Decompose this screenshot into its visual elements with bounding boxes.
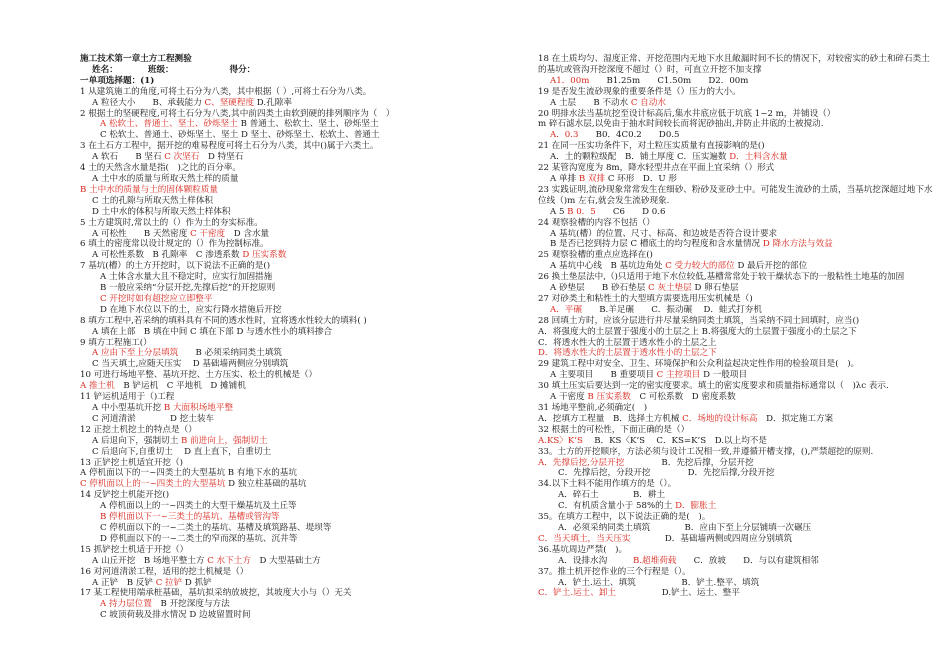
left-question-line: A 后退向下，强制切土 B 前进向上，强制切土 [92,435,268,446]
left-question-line: A 粒径大小 B、承载能力 C、坚硬程度 D.孔隙率 [92,97,292,108]
left-question-line: 14 反铲挖土机能开挖() [80,490,170,501]
right-question-line: 18 在土质均匀、湿度正常、开挖范围内无地下水且敞漏时间不长的情况下，对较密实的砂土和碎石类土的基坑或管沟开挖深度不超过（）时，可直立开挖不加支撑 [538,54,930,75]
answer-highlight: C．铲土.运土、卸土 [538,588,617,599]
left-question-line: B 土中水的质量与土的固体颗粒质量 [80,184,218,195]
right-question-line: A．0.3 B0．4C0.2 D0.5 [550,130,680,141]
answer-highlight: B.超堆荷载 [632,555,677,566]
left-question-line: 11 铲运机适用于（)工程 [80,392,175,403]
right-question-line: 31 场地平整前,必须确定( ) [538,403,648,413]
right-question-line: 27 对砂类土和粘性土的大型填方需要选用压实机械是（) [538,293,753,304]
right-question-line: A．先撑后挖,分层开挖 B．先挖后撑，分层开挖 [538,457,754,468]
right-question-line: A 主要项目 B 重要项目 C 主控项目 D 一般项目 [550,370,748,381]
right-question-line: A．必须采纳同类土填筑 B．应由下至上分层铺填一次碾压 [558,522,812,533]
answer-highlight: A．平碾 [550,304,582,315]
left-question-line: D 在地下水位以下的土，应实行降水措施后开挖 [100,304,282,315]
right-question-line: C．当天填土，当天压实 D．基础墙两侧或四周应分别填筑 [538,533,793,544]
right-question-line: A．平碾 B.羊足碾 C．振动碾 D．蛙式打夯机 [550,304,762,315]
answer-highlight: C 自动水 [630,97,666,108]
right-column [538,54,938,599]
right-question-line: A 土层 B 不动水 C 自动水 [550,97,666,108]
answer-highlight: C 次坚石 [164,152,200,163]
right-question-line: A．挖填方工程量 B．选择土方机械 C．场地的设计标高 D．拟定施工方案 [538,413,834,424]
left-question-line: 16 对河道清淤工程，适用的挖土机械是（） [80,566,249,577]
left-question-line: 8 填方工程中,若采纳的填料具有不同的透水性时，宜将透水性较大的填料( ) [80,315,367,326]
right-question-line: 26 换土垫层法中,（)只适用于地下水位较低,基槽常常处于较干燥状态下的一般粘性土地基的加固 [538,272,905,283]
left-question-line: 7 基坑(槽）的土方开挖时，以下说法不正确的是() [80,261,271,272]
right-question-line: A 基坑中心线 B 基坑边角处 C 受力较大的部位 D 最后开挖的部位 [550,261,808,272]
left-question-line: 施工技术第一章土方工程测验 [80,54,192,64]
left-question-line: 一单项选择题：(1) [80,75,155,86]
answer-highlight: A 应由下至上分层填筑 [92,348,179,359]
right-question-line: 28 回填土方时，应该分层进行并尽量采纳同类土填筑，当采纳不同土回填时，应当() [538,315,860,326]
left-question-line: A 山丘开挖 B 场地平整土方 C 水下土方 D 大型基础土方 [92,555,321,566]
answer-highlight: D 压实系数 [242,250,287,261]
right-question-line: C．先撑后挖，分段开挖 D．先挖后撑,分段开挖 [558,468,775,479]
left-question-line: A 可松性 B 天然密度 C 干密度 D 含水量 [92,228,270,239]
answer-highlight: B 0．5 [567,206,596,217]
left-question-line: A 填在上部 B 填在中间 C 填在下部 D 与透水性小的填料掺合 [92,326,333,337]
answer-highlight: D．膨胀土 [675,501,717,512]
left-question-line: 2 根据土的坚硬程度,可将土石分为八类,其中前四类土由软到硬的排列顺序为（ ） [80,108,395,119]
right-question-line: A 干密度 B 压实系数 C 可松系数 D 密度系数 [550,392,736,403]
answer-highlight: D．土料含水量 [729,152,788,163]
left-question-line: A 停机面以下的一~四类土的大型基坑 B 有地下水的基坑 [80,468,297,479]
left-question-line: A 停机面以上的一~四类土的大型干燥基坑及土丘等 [100,501,297,512]
right-question-line: A．铲土.运土、填筑 B．铲土.整平、填筑 [558,577,760,588]
right-question-line: A 单排 B 双排 C 环形 D．U 形 [550,173,677,184]
right-question-line: A．碎石土 B．耕土 [558,490,666,501]
left-column [80,54,520,621]
right-question-line: D．将透水性大的土层置于透水性小的土层之下 [538,348,717,359]
right-question-line: 32 根据土的可松性，下面正确的是（） [538,424,690,435]
right-question-line: A．设排水沟 B.超堆荷载 C．放坡 D．与以有建筑相邻 [558,555,819,566]
right-question-line: A 5 B 0．5 C6 D 0.6 [550,206,666,217]
right-question-line: 34.以下土料不能用作填方的是（）。 [538,479,677,490]
answer-highlight: D 降水方法与效益 [762,239,833,250]
left-question-line: C 停机面以上的一~四类土的大型基坑 D 独立柱基础的基坑 [80,479,307,490]
right-question-line: C．铲土.运土、卸土 D.铲土、运土、整平 [538,588,740,599]
left-question-line: 13 正铲挖土机适宜开挖（) [80,457,183,468]
answer-highlight: A 松软土、普通土、坚土、砂烁坚土 [100,119,238,130]
left-question-line: 9 填方工程施工(） [80,337,152,348]
answer-highlight: C 水下土方 [207,555,251,566]
left-question-line: 12 正挖土机挖土的特点是（） [80,424,197,435]
answer-highlight: B 压实系数 [587,392,631,403]
left-question-line: C 河道清淤 D 挖土装车 [92,413,215,424]
right-question-line: A 基坑(槽）的位置、尺寸、标高、和边坡是否符合设计要求 [550,228,778,239]
answer-highlight: C、坚硬程度 [204,97,255,108]
right-question-line: 29 建筑工程中对安全、卫生、环境保护和公众利益起决定性作用的检验项目是( )。 [538,359,860,370]
left-question-line: B 停机面以下一~三类土的基坑、基槽或管沟等 [100,512,280,523]
right-question-line: 37。推土机开挖作业的三个行程是（）。 [538,566,691,577]
left-question-line: A 松软土、普通土、坚土、砂烁坚土 B 普通土、松软土、坚土、砂烁坚土 [100,119,379,130]
answer-highlight: A 推土机 [80,381,115,392]
left-question-line: A 应由下至上分层填筑 B 必须采纳同类土填筑 [92,348,282,359]
right-question-line: 24 观察验槽的内容不包括（） [538,217,655,228]
left-question-line: C 当天填土,应随天压实 D 基础墙两侧应分别填筑 [92,359,289,370]
left-question-line: C 土的孔隙与所取天然土样体积 [92,195,214,206]
left-question-line: C 后退向下,自重切土 D 直上直下，自重切土 [92,446,272,457]
left-question-line: A 软石 B 坚石 C 次坚石 D 特坚石 [92,152,244,163]
answer-highlight: A．0.3 [550,130,579,141]
left-question-line: 5 土方建筑时,常以土的（）作为土的夯实标准。 [80,217,263,228]
right-question-line: 30 填土压实后要达到一定的密实度要求。填土的密实度要求和质量指标通常以（ )λc 表示. [538,381,889,392]
right-question-line: 19 是否发生流砂现象的重要条件是（）压力的大小。 [538,86,741,97]
right-question-line: A．土的颗粒级配 B．铺土厚度 C．压实遍数 D．土料含水量 [550,152,788,163]
right-question-line: 33。土方的开挖顺序，方法必须与设计工况相一致,并遵循开槽支撑，(),严禁超挖的原则. [538,446,874,457]
left-question-line: 17 某工程使用端承桩基础，基坑拟采纳放坡挖，其坡度大小与（）无关 [80,588,352,599]
left-question-line: A 持力层位置 B 开挖深度与方法 [100,599,230,610]
right-question-line: A.KS〉K’S B．KS〈K’S C．KS=K’S D.以上均不是 [538,435,767,446]
right-question-line: m 碎石滤水层,以免由于抽水时间较长而将泥砂抽出,并防止井底的土被搅动. [538,119,824,130]
right-question-line: 21 在同一压实功条件下，对土粒压实质量有直接影响的是() [538,141,765,152]
right-question-line: A 砂垫层 B 砂石垫层 C 灰土垫层 D 卵石垫层 [550,283,739,294]
right-question-line: 36.基坑周边严禁( )。 [538,544,628,555]
right-question-line: C．将透水性大的土层置于透水性小的土层之上 [538,337,717,348]
right-question-line: A．将强度大的土层置于强度小的土层之上 B.将强度大的土层置于强度小的土层之下 [538,326,857,337]
answer-highlight: B 前进向上，强制切土 [181,435,268,446]
left-question-line: 1 从建筑施工的角度,可将土石分为八类，其中根据（ ）,可将土石分为八类。 [80,86,372,97]
right-question-line: 20 明排水法当基坑挖至设计标高后,集水井底应低于坑底 1~2 m，并铺设（） [538,108,836,119]
right-question-line: 25 观察验槽的重点应选择在() [538,250,653,261]
left-question-line: 6 填土的密度常以设计规定的（）作为控制标准。 [80,239,269,250]
left-question-line: 10 可进行场地平整、基坑开挖、土方压实、松土的机械是（） [80,370,318,381]
answer-highlight: C 停机面以上的一~四类土的大型基坑 [80,479,226,490]
answer-highlight: C．场地的设计标高 [682,413,758,424]
left-question-line: D 土中水的体积与所取天然土样体积 [92,206,231,217]
left-question-line: A 可松性系数 B 孔隙率 C 渗透系数 D 压实系数 [92,250,287,261]
answer-highlight: C 灰土垫层 [648,283,692,294]
answer-highlight: A．先撑后挖,分层开挖 [538,457,625,468]
left-question-line: 姓名： 班级： 得分： [92,64,256,75]
left-question-line: C 坡顶荷载及排水情况 D 边坡留置时间 [100,610,251,621]
answer-highlight: B 大面积场地平整 [163,403,234,413]
answer-highlight: C 拉铲 [155,577,183,588]
answer-highlight: A 持力层位置 [100,599,152,610]
right-question-line: C．有机质含量小于 58%的土 D．膨胀土 [558,501,717,512]
answer-highlight: C 受力较大的部位 [665,261,735,272]
answer-highlight: C．当天填土，当天压实 [538,533,631,544]
left-question-line: A 推土机 B 铲运机 C 平地机 D 摊铺机 [80,381,246,392]
left-question-line: C 开挖时如有超挖应立即整平 [100,293,213,304]
left-question-line: 3 在土石方工程中，据开挖的难易程度可将土石分为八类，其中()属于六类土。 [80,141,379,152]
left-question-line: A 土体含水量大且不稳定时，应实行加固措施 [100,272,273,283]
answer-highlight: A1．00m [550,75,590,86]
answer-highlight: A.KS〉K’S [538,435,583,446]
right-question-line: 23 实践证明,流砂现象常常发生在细砂、粉砂及亚砂土中。可能发生流砂的土质，当基坑挖深超过地下水位线（)m 左右,就会发生流砂现象. [538,184,933,206]
answer-highlight: C 主控项目 [656,370,701,381]
right-question-line: 22 某管沟宽度为 8m，降水轻型井点在平面上宜采纳（）形式 [538,163,775,174]
left-question-line: C 松软土、普通土、砂烁坚土、坚土 D 坚土、砂烁坚土、松软土、普通土 [100,130,380,141]
answer-highlight: C 干密度 [190,228,226,239]
answer-highlight: B 双排 [578,173,606,184]
left-question-line: D 停机面以下的一~二类土的窄而深的基坑、沉井等 [100,533,298,544]
left-question-line: A 土中水的质量与所取天然土样的质量 [92,173,239,184]
left-question-line: B 一般应采纳“分层开挖,先撑后挖”的开挖原则 [100,283,276,294]
left-question-line: C 停机面以下的一~二类土的基坑、基槽及填筑路基、堤坝等 [100,522,332,533]
right-question-line: A1．00m B1.25m C1.50m D2．00m [550,75,749,86]
left-question-line: A 中小型基坑开挖 B 大面积场地平整 [92,403,234,413]
left-question-line: 15 抓铲挖土机适于开挖（） [80,544,189,555]
left-question-line: 4 土的天然含水量是指( )之比的百分率。 [80,163,241,174]
right-question-line: B 是否已挖到持力层 C 槽底土的均匀程度和含水量情况 D 降水方法与效益 [550,239,833,250]
left-question-line: A 正铲 B 反铲 C 拉铲 D 抓铲 [92,577,212,588]
right-question-line: 35。在填方工程中，以下说法正确的是( )。 [538,512,711,523]
